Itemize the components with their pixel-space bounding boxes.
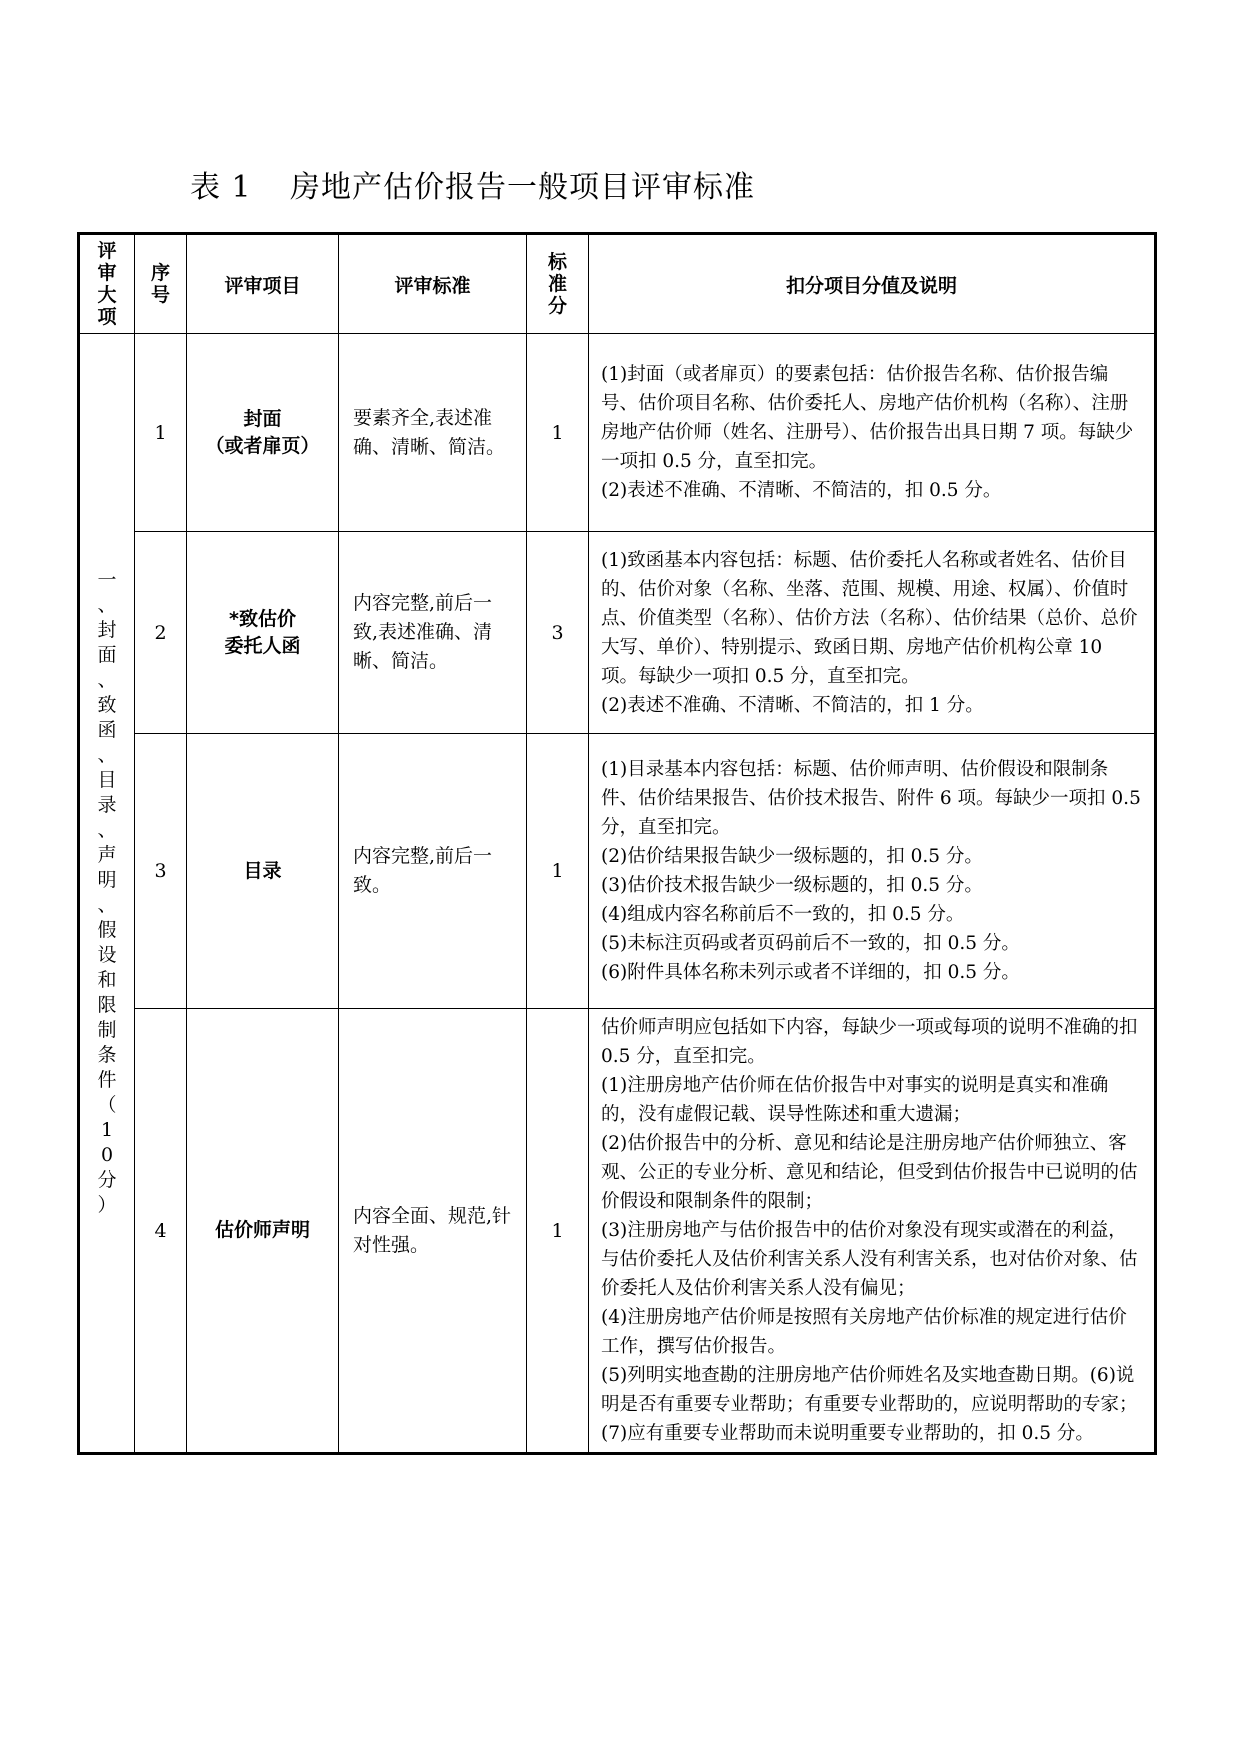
deduction-description — [589, 532, 1156, 734]
header-row — [79, 234, 1156, 334]
deduction-line: (5)列明实地查勘的注册房地产估价师姓名及实地查勘日期。(6)说明是否有重要专业帮助；有重要专业帮助的，应说明帮助的专家；(7)应有重要专业帮助而未说明重要专业帮助的，扣 0.5 分。 — [601, 1365, 1138, 1444]
review-standard: 内容完整,前后一致,表述准确、清晰、简洁。 — [339, 532, 527, 734]
table-row — [79, 532, 1156, 734]
deduction-line: (1)封面（或者扉页）的要素包括：估价报告名称、估价报告编号、估价项目名称、估价委托人、房地产估价机构（名称）、注册房地产估价师（姓名、注册号）、估价报告出具日期 7 项。每缺少一项扣 0.5 分，直至扣完。 — [601, 364, 1134, 472]
standard-score: 1 — [527, 334, 589, 532]
table-row — [79, 334, 1156, 532]
standard-score: 1 — [527, 1009, 589, 1454]
deduction-line: (2)表述不准确、不清晰、不简洁的，扣 0.5 分。 — [601, 480, 1002, 501]
standard-score: 1 — [527, 734, 589, 1009]
deduction-line: (2)估价报告中的分析、意见和结论是注册房地产估价师独立、客观、公正的专业分析、意见和结论，但受到估价报告中已说明的估价假设和限制条件的限制； — [601, 1133, 1138, 1212]
standard-score: 3 — [527, 532, 589, 734]
row-number: 1 — [135, 334, 187, 532]
deduction-line: (3)估价技术报告缺少一级标题的，扣 0.5 分。 — [601, 875, 983, 896]
row-number: 4 — [135, 1009, 187, 1454]
table-number: 表 1 — [190, 170, 252, 205]
deduction-line: (1)致函基本内容包括：标题、估价委托人名称或者姓名、估价目的、估价对象（名称、坐落、范围、规模、用途、权属）、价值时点、价值类型（名称）、估价方法（名称）、估价结果（总价、总价大写、单价）、特别提示、致函日期、房地产估价机构公章 10 项。每缺少一项扣 0.5 分，直至扣完。 — [601, 549, 1138, 687]
deduction-description — [589, 734, 1156, 1009]
header-item: 评审项目 — [187, 234, 339, 334]
deduction-line: (6)附件具体名称未列示或者不详细的，扣 0.5 分。 — [601, 962, 1020, 983]
header-score: 标 准 分 — [527, 234, 589, 334]
header-description: 扣分项目分值及说明 — [589, 234, 1156, 334]
deduction-line: (4)注册房地产估价师是按照有关房地产估价标准的规定进行估价工作，撰写估价报告。 — [601, 1307, 1127, 1357]
review-standards-table — [77, 232, 1157, 1455]
review-item: 封面 （或者扉页） — [187, 334, 339, 532]
review-standard: 内容完整,前后一致。 — [339, 734, 527, 1009]
deduction-line: (5)未标注页码或者页码前后不一致的，扣 0.5 分。 — [601, 933, 1020, 954]
header-category: 评 审 大 项 — [79, 234, 135, 334]
table-title-text: 房地产估价报告一般项目评审标准 — [290, 170, 755, 205]
table-row — [79, 1009, 1156, 1454]
deduction-line: (2)估价结果报告缺少一级标题的，扣 0.5 分。 — [601, 846, 983, 867]
header-no: 序 号 — [135, 234, 187, 334]
row-number: 2 — [135, 532, 187, 734]
review-standard: 内容全面、规范,针对性强。 — [339, 1009, 527, 1454]
table-row — [79, 734, 1156, 1009]
category-cell: 一 、 封 面 、 致 函 、 目 录 、 声 明 、 假 设 和 限 制 条 件 （ 1 0 分 ） — [79, 334, 135, 1454]
review-item: 估价师声明 — [187, 1009, 339, 1454]
deduction-line: (2)表述不准确、不清晰、不简洁的，扣 1 分。 — [601, 694, 984, 716]
deduction-line: (4)组成内容名称前后不一致的，扣 0.5 分。 — [601, 904, 965, 925]
deduction-line: (3)注册房地产与估价报告中的估价对象没有现实或潜在的利益，与估价委托人及估价利害关系人没有利害关系，也对估价对象、估价委托人及估价利害关系人没有偏见； — [601, 1220, 1138, 1299]
deduction-description — [589, 334, 1156, 532]
deduction-line: (1)注册房地产估价师在估价报告中对事实的说明是真实和准确的，没有虚假记载、误导性陈述和重大遗漏； — [601, 1075, 1109, 1125]
deduction-line: 估价师声明应包括如下内容，每缺少一项或每项的说明不准确的扣 0.5 分，直至扣完。 — [601, 1017, 1138, 1067]
header-standard: 评审标准 — [339, 234, 527, 334]
review-standard: 要素齐全,表述准确、清晰、简洁。 — [339, 334, 527, 532]
deduction-description — [589, 1009, 1156, 1454]
review-item: *致估价 委托人函 — [187, 532, 339, 734]
review-item: 目录 — [187, 734, 339, 1009]
row-number: 3 — [135, 734, 187, 1009]
deduction-line: (1)目录基本内容包括：标题、估价师声明、估价假设和限制条件、估价结果报告、估价技术报告、附件 6 项。每缺少一项扣 0.5 分，直至扣完。 — [601, 759, 1141, 838]
